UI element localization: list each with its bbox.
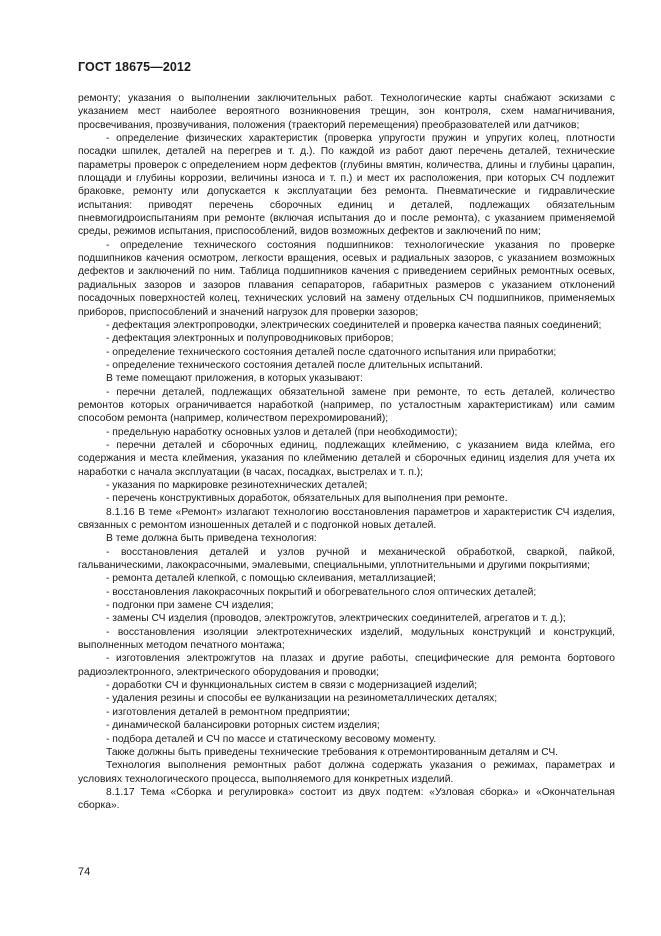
paragraph: - дефектация электронных и полупроводниковых приборов; <box>106 333 394 345</box>
paragraph: - подгонки при замене СЧ изделия; <box>106 600 274 612</box>
paragraph: - перечни деталей и сборочных единиц, подлежащих клеймению, с указанием вида клейма, его содержания и места клеймения, указания по клеймению деталей и сборочных единиц изделия для учета их наработки с начала эксплуатации (в часах, посадках, выстрелах и т. п.); <box>78 439 615 478</box>
paragraph: - восстановления деталей и узлов ручной и механической обработкой, сваркой, пайкой, гальваническими, лакокрасочными, эмалевыми, специальными, уплотнительными и другими покрытиями; <box>78 546 615 572</box>
paragraph: - динамической балансировки роторных систем изделия; <box>106 720 380 732</box>
paragraph: - определение физических характеристик (проверка упругости пружин и упругих колец, плотности посадки шпилек, деталей на перегрев и т. д.). По каждой из работ дают перечень деталей, технические параметры проверок с определением норм дефектов (глубины вмятин, количества, длины и глубины царапин, площади и глубины коррозии, величины износа и т. п.) и мест их расположения, при которых СЧ подлежит браковке, ремонту или допускается к эксплуатации без ремонта. Пневматические и гидравлические испытания: приводят перечень сборочных единиц и деталей, подлежащих обязательным пневмогидроиспытаниям при ремонте (включая испытания до и после ремонта), с указанием применяемой среды, режимов испытания, приспособлений, видов возможных дефектов и заключений по ним; <box>78 133 615 238</box>
paragraph: - определение технического состояния деталей после длительных испытаний. <box>106 359 483 371</box>
paragraph: - доработки СЧ и функциональных систем в связи с модернизацией изделий; <box>106 680 478 692</box>
paragraph: ремонту; указания о выполнении заключительных работ. Технологические карты снабжают эскизами с указанием мест наиболее вероятного возникновения трещин, зон контроля, схем намагничивания, просвечивания, прозвучивания, положения (траекторий перемещения) преобразователей или датчиков; <box>78 93 615 131</box>
paragraph: - восстановления изоляции электротехнических изделий, модульных конструкций и конструкций, выполненных методом печатного монтажа; <box>78 626 615 652</box>
paragraph: - предельную наработку основных узлов и деталей (при необходимости); <box>106 426 458 438</box>
standard-header: ГОСТ 18675—2012 <box>78 60 192 74</box>
document-body <box>78 92 615 813</box>
paragraph: - удаления резины и способы ее вулканизации на резинометаллических деталях; <box>106 693 498 705</box>
paragraph: В теме должна быть приведена технология: <box>106 533 317 545</box>
paragraph: 8.1.16 В теме «Ремонт» излагают технологию восстановления параметров и характеристик СЧ изделия, связанных с ремонтом изношенных деталей и с подгонкой новых деталей. <box>78 506 615 531</box>
paragraph: - определение технического состояния деталей после сдаточного испытания или приработки; <box>106 346 557 358</box>
paragraph: - определение технического состояния подшипников: технологические указания по проверке подшипников качения осмотром, легкости вращения, осевых и радиальных зазоров, с указанием возможных дефектов и заключений по ним. Таблица подшипников качения с приведением серийных ремонтных осевых, радиальных зазоров и зазоров плавания сепараторов, габаритных размеров с указанием отклонений посадочных поверхностей колец, технических условий на замену отдельных СЧ подшипников, применяемых приборов, приспособлений и значений нагрузок для проверки зазоров; <box>78 239 615 318</box>
paragraph: - перечень конструктивных доработок, обязательных для выполнения при ремонте. <box>106 493 508 505</box>
paragraph: - перечни деталей, подлежащих обязательной замене при ремонте, то есть деталей, количество ремонтов которых ограничивается наработкой (например, по усталостным характеристикам) или самим способом ремонта (например, количеством перехромирований); <box>78 386 615 425</box>
paragraph: Также должны быть приведены технические требования к отремонтированным деталям и СЧ. <box>106 746 559 758</box>
paragraph: - дефектация электропроводки, электрических соединителей и проверка качества паяных соединений; <box>106 319 602 331</box>
page-number: 74 <box>78 866 91 878</box>
paragraph: Технология выполнения ремонтных работ должна содержать указания о режимах, параметрах и условиях технологического процесса, выполняемого для конкретных изделий. <box>78 760 615 785</box>
paragraph: - подбора деталей и СЧ по массе и статическому весовому моменту. <box>106 733 437 745</box>
paragraph: - восстановления лакокрасочных покрытий и обогревательного слоя оптических деталей; <box>106 586 537 598</box>
paragraph: - изготовления электрожгутов на плазах и другие работы, специфические для ремонта бортового радиоэлектронного, электрического оборудования и проводки; <box>78 653 615 678</box>
paragraph: - ремонта деталей клепкой, с помощью склеивания, металлизацией; <box>106 573 436 585</box>
paragraph: - замены СЧ изделия (проводов, электрожгутов, электрических соединителей, агрегатов и т. д.); <box>106 613 566 625</box>
paragraph: 8.1.17 Тема «Сборка и регулировка» состоит из двух подтем: «Узловая сборка» и «Окончательная сборка». <box>78 786 615 812</box>
paragraph: В теме помещают приложения, в которых указывают: <box>106 373 363 385</box>
paragraph: - указания по маркировке резинотехнических деталей; <box>106 479 368 491</box>
paragraph: - изготовления деталей в ремонтном предприятии; <box>106 706 350 718</box>
